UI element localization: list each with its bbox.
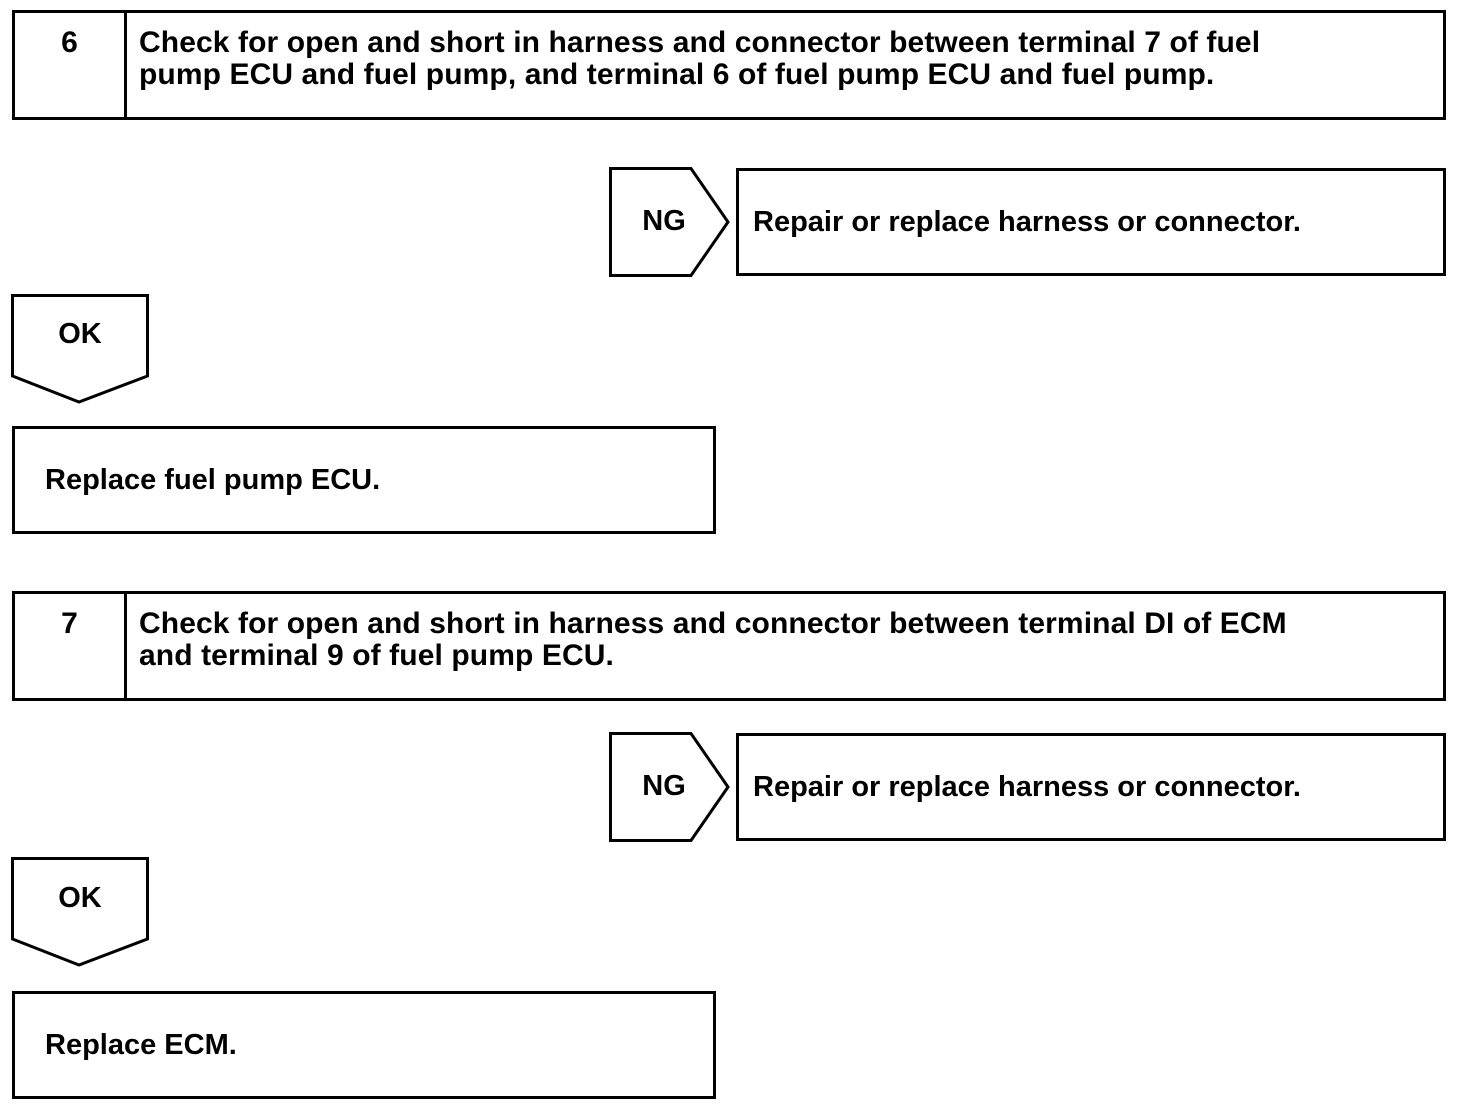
- ng-label: NG: [642, 205, 686, 237]
- step-description: [127, 13, 1443, 117]
- ng-result-box: [736, 733, 1446, 841]
- ok-label: OK: [58, 882, 102, 914]
- ok-action-box: [12, 426, 716, 534]
- step-description-line-1: Check for open and short in harness and connector between terminal DI of ECM: [139, 607, 1287, 640]
- step-description: [127, 594, 1443, 698]
- step-number: 6: [15, 13, 127, 117]
- step-7-box: [12, 591, 1446, 701]
- step-description-line-2: and terminal 9 of fuel pump ECU.: [139, 639, 614, 672]
- ok-action-text: Replace ECM.: [45, 1028, 237, 1061]
- step-description-line-2: pump ECU and fuel pump, and terminal 6 of fuel pump ECU and fuel pump.: [139, 58, 1215, 91]
- step-6-box: [12, 10, 1446, 120]
- step-description-line-1: Check for open and short in harness and connector between terminal 7 of fuel: [139, 26, 1261, 59]
- ng-result-text: Repair or replace harness or connector.: [753, 770, 1301, 803]
- ng-result-text: Repair or replace harness or connector.: [753, 205, 1301, 238]
- ok-action-box: [12, 991, 716, 1099]
- ng-label: NG: [642, 770, 686, 802]
- ok-action-text: Replace fuel pump ECU.: [45, 463, 381, 496]
- ok-label: OK: [58, 318, 102, 350]
- ng-result-box: [736, 168, 1446, 276]
- step-number: 7: [15, 594, 127, 698]
